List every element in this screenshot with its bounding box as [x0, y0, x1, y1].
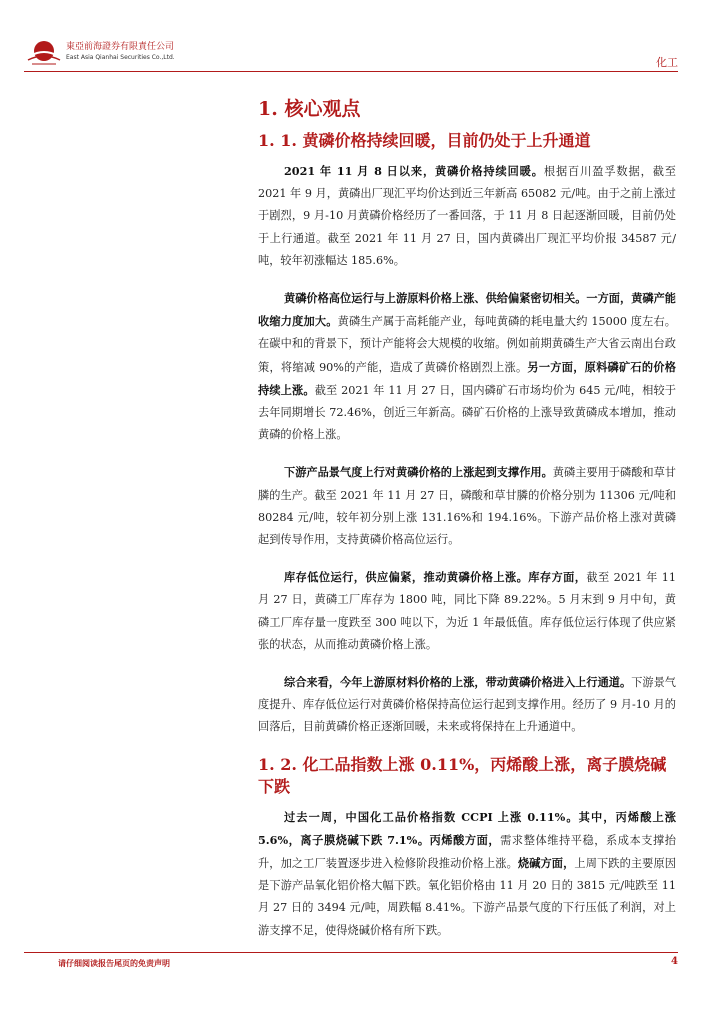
page-number: 4 — [671, 956, 678, 967]
paragraph — [258, 566, 676, 656]
company-logo-icon — [24, 38, 64, 68]
heading-core-views: 1. 核心观点 — [258, 98, 361, 120]
body-text: 黄磷生产属于高耗能产业，每吨黄磷的耗电量大约 15000 度左右。在碳中和的背景下，预计产能将会大规模的收缩。例如前期黄磷生产大省云南出台政策，将缩减 90%的产能，造成了黄磷价格剧烈上涨。 — [258, 315, 676, 374]
disclaimer-text: 请仔细阅读报告尾页的免责声明 — [58, 959, 170, 968]
section-tag: 化工 — [656, 56, 678, 69]
bold-text: 下游产品景气度上行对黄磷价格的上涨起到支撑作用。 — [284, 465, 553, 480]
body-text: 上周下跌的主要原因是下游产品氧化铝价格大幅下跌。氧化铝价格由 11 月 20 日的 3815 元/吨跌至 11 月 27 日的 3494 元/吨，周跌幅 8.41%。下游产品景气度的下行压低了利润，对上游支撑不足，使得烧碱价格有所下跌。 — [258, 857, 676, 937]
heading-section-1-2: 1. 2. 化工品指数上涨 0.11%，丙烯酸上涨，离子膜烧碱下跌 — [258, 754, 667, 796]
body-text: 需求整体维持平稳，系成本支撑抬升，加之工厂装置逐步进入检修阶段推动价格上涨。 — [258, 833, 676, 871]
paragraph — [258, 160, 676, 272]
paragraph — [258, 806, 676, 942]
brand-name-en: East Asia Qianhai Securities Co.,Ltd. — [66, 54, 175, 61]
footer-divider — [24, 952, 678, 953]
body-text: 根据百川盈孚数据，截至 2021 年 9 月，黄磷出厂现汇平均价达到近三年新高 65082 元/吨。由于之前上涨过于剧烈，9 月-10 月黄磷价格经历了一番回落，于 11 月 8 日起逐渐回暖，目前仍处于上行通道。截至 2021 年 11 月 27 日，国内黄磷出厂现汇平均价报 34587 元/吨，较年初涨幅达 185.6%。 — [258, 165, 676, 267]
bold-text: 另一方面，原料磷矿石的价格持续上涨。 — [258, 359, 676, 397]
header-divider — [24, 71, 678, 72]
bold-text: 综合来看，今年上游原材料价格的上涨，带动黄磷价格进入上行通道。 — [284, 675, 632, 690]
brand-name-cn: 東亞前海證券有限責任公司 — [66, 42, 175, 52]
bold-text: 2021 年 11 月 8 日以来，黄磷价格持续回暖。 — [284, 164, 544, 178]
page-header — [24, 38, 678, 72]
paragraph — [258, 671, 676, 739]
paragraph — [258, 461, 676, 551]
paragraph — [258, 287, 676, 446]
bold-text: 烧碱方面， — [517, 856, 575, 871]
bold-text: 库存低位运行，供应偏紧，推动黄磷价格上涨。库存方面， — [284, 570, 587, 585]
body-text: 截至 2021 年 11 月 27 日，国内磷矿石市场均价为 645 元/吨，相较于去年同期增长 72.46%，创近三年新高。磷矿石价格的上涨导致黄磷成本增加，推动黄磷的价格上涨。 — [258, 383, 676, 442]
body-text: 截至 2021 年 11 月 27 日，黄磷工厂库存为 1800 吨，同比下降 89.22%。5 月末到 9 月中旬，黄磷工厂库存量一度跌至 300 吨以下，为近 1 年最低值。库存低位运行体现了供应紧张的状态，从而推动黄磷价格上涨。 — [258, 571, 676, 651]
bold-text: 黄磷价格高位运行与上游原料价格上涨、供给偏紧密切相关。一方面，黄磷产能收缩力度加大。 — [258, 291, 676, 329]
bold-text: 过去一周，中国化工品价格指数 CCPI 上涨 0.11%。其中，丙烯酸上涨 5.6%，离子膜烧碱下跌 7.1%。丙烯酸方面， — [258, 809, 676, 847]
heading-section-1-1: 1. 1. 黄磷价格持续回暖，目前仍处于上升通道 — [258, 131, 591, 150]
body-text: 黄磷主要用于磷酸和草甘膦的生产。截至 2021 年 11 月 27 日，磷酸和草甘膦的价格分别为 11306 元/吨和 80284 元/吨，较年初分别上涨 131.16%和 194.16%。下游产品价格上涨对黄磷起到传导作用，支持黄磷价格高位运行。 — [258, 466, 676, 547]
main-content — [258, 96, 676, 957]
body-text: 下游景气度提升、库存低位运行对黄磷价格保持高位运行起到支撑作用。经历了 9 月-10 月的回落后，目前黄磷价格正逐渐回暖，未来或将保持在上升通道中。 — [258, 676, 676, 734]
brand-name — [66, 42, 175, 62]
